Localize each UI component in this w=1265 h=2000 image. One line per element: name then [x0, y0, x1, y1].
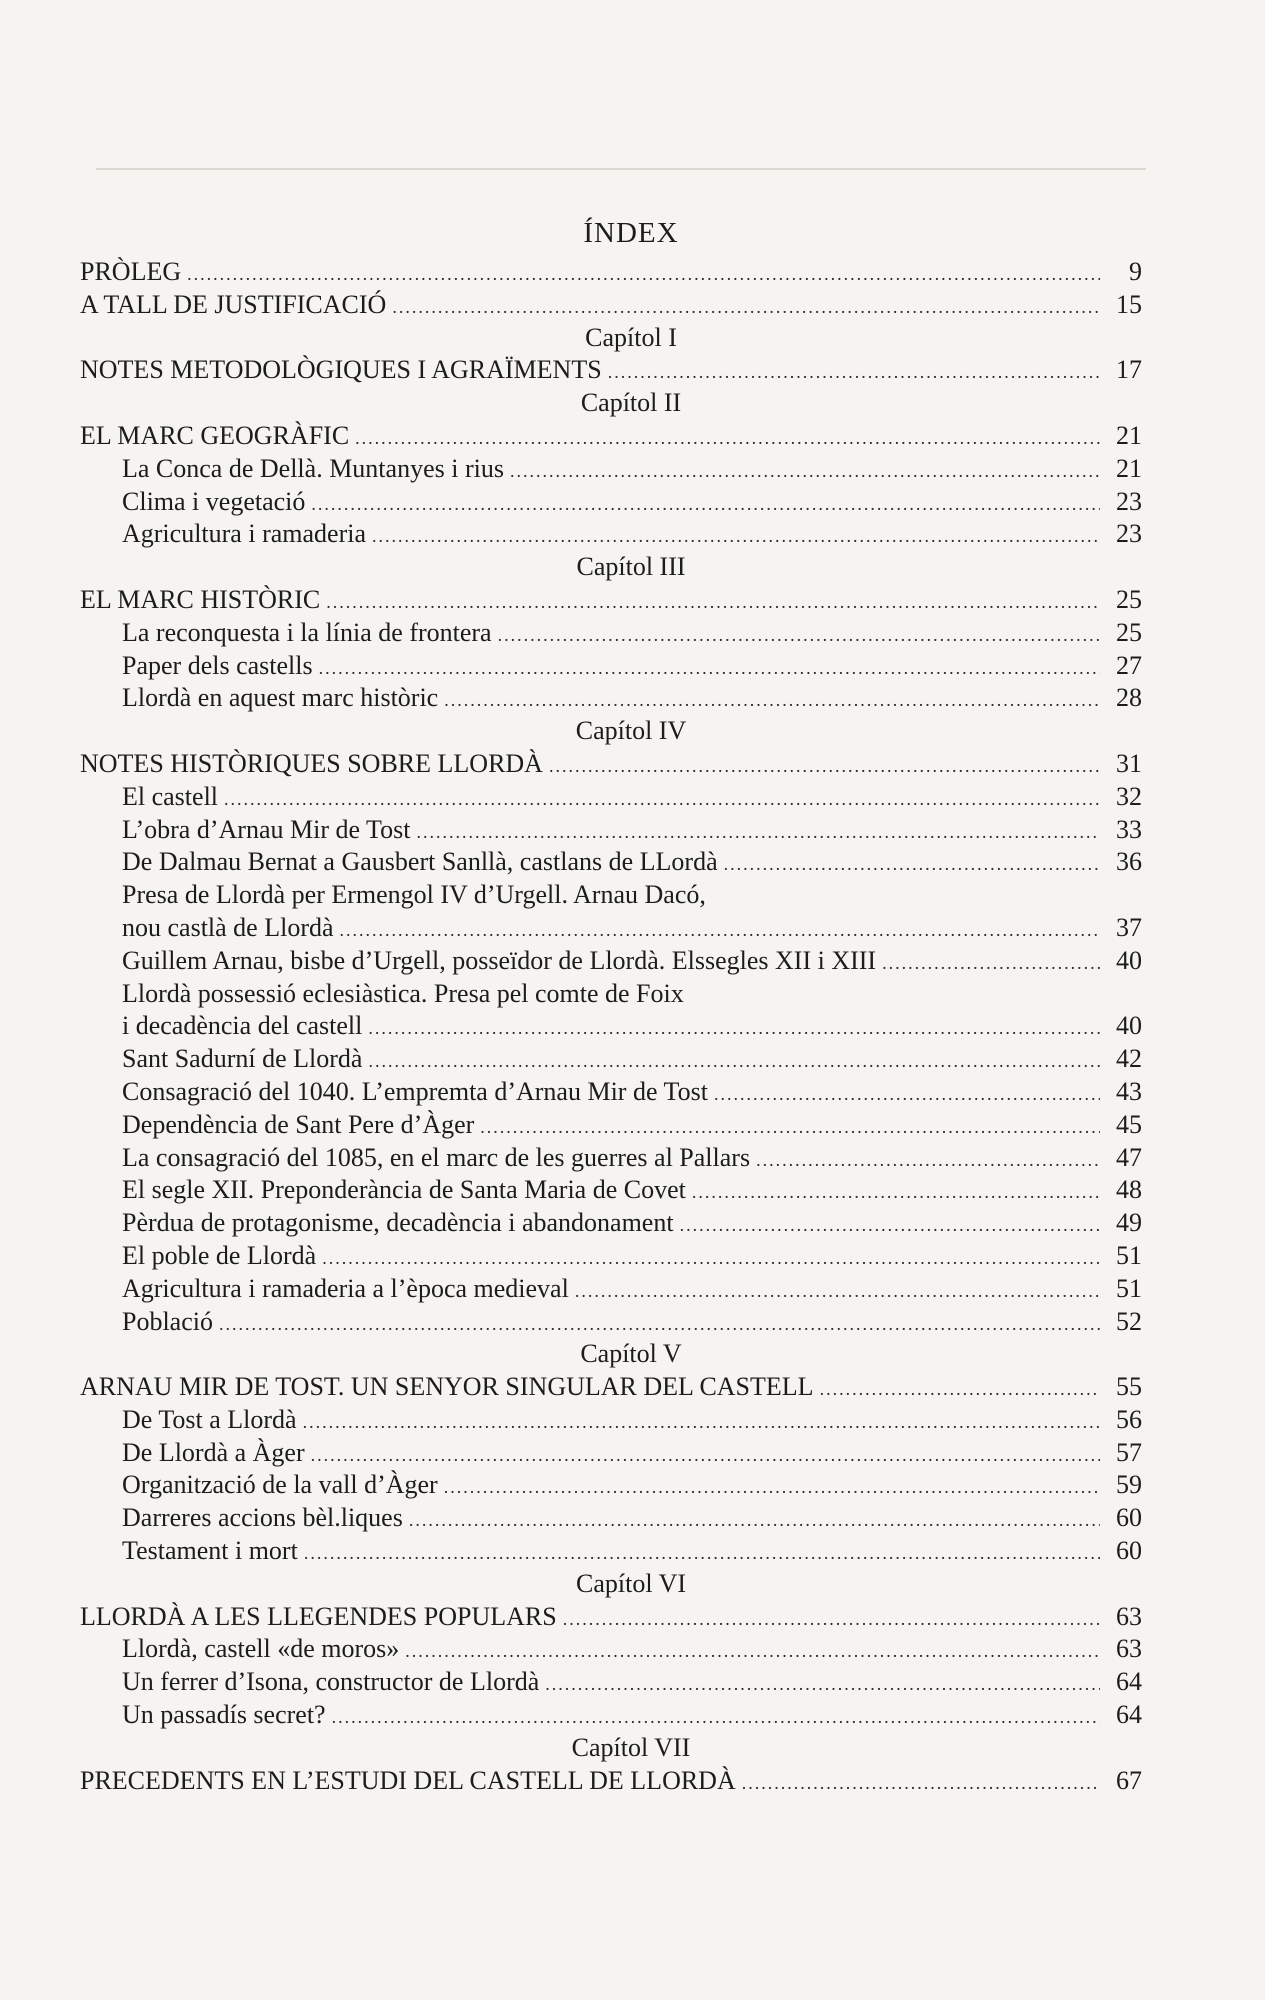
- entry-title: A TALL DE JUSTIFICACIÓ: [80, 289, 387, 319]
- entry-title: i decadència del castell: [122, 1011, 363, 1041]
- toc-subentry: [80, 486, 1142, 519]
- dot-leader: [187, 258, 1100, 291]
- page-number: 31: [1116, 748, 1142, 778]
- dot-leader: [219, 1308, 1100, 1341]
- entry-title: De Llordà a Àger: [122, 1437, 305, 1467]
- dot-leader: [575, 1275, 1100, 1308]
- dot-leader: [224, 783, 1100, 816]
- dot-leader: [680, 1209, 1100, 1242]
- entry-title: EL MARC HISTÒRIC: [80, 584, 321, 614]
- page-number: 60: [1116, 1536, 1142, 1566]
- toc-subentry: [80, 1109, 1142, 1142]
- toc-subentry: [80, 1699, 1142, 1732]
- dot-leader: [549, 750, 1100, 783]
- chapter-heading: Capítol III: [576, 552, 686, 582]
- toc-entry: [80, 584, 1142, 617]
- page-number: 60: [1116, 1503, 1142, 1533]
- toc-subentry: [80, 814, 1142, 847]
- entry-title: De Dalmau Bernat a Gausbert Sanllà, castlans de LLordà: [122, 847, 718, 877]
- dot-leader: [510, 455, 1100, 488]
- page-number: 59: [1116, 1470, 1142, 1500]
- table-of-contents: [80, 210, 1142, 1797]
- toc-subentry: [80, 1306, 1142, 1339]
- page-number: 51: [1116, 1240, 1142, 1270]
- entry-title: NOTES METODOLÒGIQUES I AGRAÏMENTS: [80, 355, 602, 385]
- entry-title: Llordà, castell «de moros»: [122, 1634, 400, 1664]
- entry-title: Presa de Llordà per Ermengol IV d’Urgell. Arnau Dacó,: [122, 880, 706, 910]
- page-number: 37: [1116, 912, 1142, 942]
- page-title: ÍNDEX: [583, 217, 679, 249]
- entry-title: nou castlà de Llordà: [122, 912, 334, 942]
- dot-leader: [444, 684, 1100, 717]
- chapter-heading: Capítol II: [580, 388, 682, 418]
- page-number: 17: [1116, 355, 1142, 385]
- toc-subentry: [80, 1273, 1142, 1306]
- toc-subentry: [80, 846, 1142, 879]
- dot-leader: [340, 914, 1100, 947]
- show-through-rule: [96, 168, 1146, 170]
- toc-subentry: [80, 1404, 1142, 1437]
- entry-title: El castell: [122, 781, 219, 811]
- entry-title: Agricultura i ramaderia: [122, 519, 366, 549]
- dot-leader: [372, 520, 1100, 553]
- toc-subentry: [80, 1502, 1142, 1535]
- chapter-heading: Capítol VI: [575, 1568, 687, 1598]
- page-number: 56: [1116, 1404, 1142, 1434]
- toc-subentry: [80, 1076, 1142, 1109]
- toc-subentry: [80, 518, 1142, 551]
- page-number: 40: [1116, 945, 1142, 975]
- page-number: 63: [1116, 1601, 1142, 1631]
- toc-subentry: [80, 1535, 1142, 1568]
- dot-leader: [392, 291, 1100, 324]
- dot-leader: [355, 422, 1100, 455]
- page-number: 55: [1116, 1372, 1142, 1402]
- entry-title: La Conca de Dellà. Muntanyes i rius: [122, 453, 504, 483]
- page-number: 23: [1116, 519, 1142, 549]
- page-number: 23: [1116, 486, 1142, 516]
- entry-title: Consagració del 1040. L’empremta d’Arnau Mir de Tost: [122, 1076, 708, 1106]
- page-number: 43: [1116, 1076, 1142, 1106]
- entry-title: Un passadís secret?: [122, 1700, 326, 1730]
- toc-subentry: [80, 617, 1142, 650]
- entry-title: Testament i mort: [122, 1536, 298, 1566]
- entry-title: Organització de la vall d’Àger: [122, 1470, 438, 1500]
- entry-title: Població: [122, 1306, 213, 1336]
- toc-subentry: [80, 650, 1142, 683]
- page-number: 47: [1116, 1142, 1142, 1172]
- page-number: 33: [1116, 814, 1142, 844]
- entry-title: Darreres accions bèl.liques: [122, 1503, 403, 1533]
- entry-title: Llordà en aquest marc històric: [122, 683, 439, 713]
- dot-leader: [882, 947, 1100, 980]
- toc-subentry: [80, 879, 1142, 912]
- toc-entry: [80, 1601, 1142, 1634]
- dot-leader: [444, 1471, 1100, 1504]
- entry-title: LLORDÀ A LES LLEGENDES POPULARS: [80, 1601, 557, 1631]
- page-number: 48: [1116, 1175, 1142, 1205]
- dot-leader: [304, 1537, 1100, 1570]
- dot-leader: [405, 1635, 1100, 1668]
- toc-subentry: [80, 781, 1142, 814]
- entry-title: De Tost a Llordà: [122, 1404, 297, 1434]
- toc-subentry: [80, 1043, 1142, 1076]
- dot-leader: [756, 1144, 1100, 1177]
- dot-leader: [409, 1504, 1100, 1537]
- toc-entry: [80, 420, 1142, 453]
- page-number: 52: [1116, 1306, 1142, 1336]
- entry-title: Llordà possessió eclesiàstica. Presa pel comte de Foix: [122, 978, 684, 1008]
- entry-title: La reconquesta i la línia de frontera: [122, 617, 492, 647]
- toc-subentry: [80, 1437, 1142, 1470]
- entry-title: Un ferrer d’Isona, constructor de Llordà: [122, 1667, 540, 1697]
- toc-entry: [80, 748, 1142, 781]
- entry-title: Guillem Arnau, bisbe d’Urgell, posseïdor de Llordà. Elssegles XII i XIII: [122, 945, 877, 975]
- page-number: 45: [1116, 1109, 1142, 1139]
- toc-subentry: [80, 912, 1142, 945]
- page-number: 32: [1116, 781, 1142, 811]
- toc-list: [80, 256, 1142, 1797]
- toc-subentry: [80, 1142, 1142, 1175]
- dot-leader: [311, 1439, 1100, 1472]
- chapter-heading: Capítol VII: [571, 1732, 691, 1762]
- toc-entry: [80, 289, 1142, 322]
- dot-leader: [563, 1603, 1100, 1636]
- dot-leader: [714, 1078, 1100, 1111]
- toc-entry: [80, 1765, 1142, 1798]
- toc-subentry: [80, 945, 1142, 978]
- toc-entry: [80, 256, 1142, 289]
- dot-leader: [692, 1176, 1100, 1209]
- entry-title: L’obra d’Arnau Mir de Tost: [122, 814, 411, 844]
- toc-entry: [80, 1371, 1142, 1404]
- toc-entry: [80, 354, 1142, 387]
- page-number: 36: [1116, 847, 1142, 877]
- entry-title: PRECEDENTS EN L’ESTUDI DEL CASTELL DE LLORDÀ: [80, 1765, 736, 1795]
- page-number: 25: [1116, 617, 1142, 647]
- dot-leader: [724, 848, 1100, 881]
- dot-leader: [326, 586, 1100, 619]
- dot-leader: [368, 1012, 1100, 1045]
- dot-leader: [416, 816, 1100, 849]
- entry-title: Pèrdua de protagonisme, decadència i abandonament: [122, 1208, 674, 1238]
- entry-title: ARNAU MIR DE TOST. UN SENYOR SINGULAR DEL CASTELL: [80, 1372, 814, 1402]
- dot-leader: [311, 488, 1100, 521]
- dot-leader: [319, 652, 1100, 685]
- entry-title: PRÒLEG: [80, 257, 182, 286]
- page-number: 67: [1116, 1765, 1142, 1795]
- dot-leader: [332, 1701, 1100, 1734]
- page-number: 21: [1116, 453, 1142, 483]
- entry-title: El segle XII. Preponderància de Santa Maria de Covet: [122, 1175, 686, 1205]
- toc-subentry: [80, 978, 1142, 1011]
- entry-title: El poble de Llordà: [122, 1240, 317, 1270]
- chapter-heading: Capítol V: [580, 1339, 682, 1369]
- page-number: 51: [1116, 1273, 1142, 1303]
- page-number: 42: [1116, 1044, 1142, 1074]
- chapter-heading: Capítol IV: [575, 716, 687, 746]
- toc-subentry: [80, 1633, 1142, 1666]
- dot-leader: [303, 1406, 1100, 1439]
- toc-subentry: [80, 1469, 1142, 1502]
- dot-leader: [322, 1242, 1100, 1275]
- entry-title: Clima i vegetació: [122, 486, 306, 516]
- toc-subentry: [80, 682, 1142, 715]
- page-number: 64: [1116, 1667, 1142, 1697]
- dot-leader: [498, 619, 1100, 652]
- entry-title: EL MARC GEOGRÀFIC: [80, 420, 350, 450]
- page-number: 9: [1129, 257, 1142, 286]
- dot-leader: [820, 1373, 1100, 1406]
- toc-subentry: [80, 453, 1142, 486]
- page-number: 40: [1116, 1011, 1142, 1041]
- entry-title: NOTES HISTÒRIQUES SOBRE LLORDÀ: [80, 748, 543, 778]
- page-number: 27: [1116, 650, 1142, 680]
- toc-subentry: [80, 1174, 1142, 1207]
- entry-title: Sant Sadurní de Llordà: [122, 1044, 363, 1074]
- dot-leader: [742, 1767, 1100, 1800]
- page-number: 15: [1116, 289, 1142, 319]
- page-number: 21: [1116, 420, 1142, 450]
- toc-subentry: [80, 1240, 1142, 1273]
- dot-leader: [545, 1668, 1100, 1701]
- entry-title: Paper dels castells: [122, 650, 313, 680]
- page-number: 28: [1116, 683, 1142, 713]
- page-number: 25: [1116, 584, 1142, 614]
- entry-title: La consagració del 1085, en el marc de les guerres al Pallars: [122, 1142, 751, 1172]
- toc-subentry: [80, 1207, 1142, 1240]
- dot-leader: [368, 1045, 1100, 1078]
- entry-title: Dependència de Sant Pere d’Àger: [122, 1109, 475, 1139]
- toc-subentry: [80, 1666, 1142, 1699]
- entry-title: Agricultura i ramaderia a l’època medieval: [122, 1273, 569, 1303]
- page-number: 64: [1116, 1700, 1142, 1730]
- chapter-heading: Capítol I: [585, 322, 677, 352]
- page-number: 49: [1116, 1208, 1142, 1238]
- page-number: 57: [1116, 1437, 1142, 1467]
- page-number: 63: [1116, 1634, 1142, 1664]
- dot-leader: [480, 1111, 1100, 1144]
- toc-subentry: [80, 1010, 1142, 1043]
- dot-leader: [608, 356, 1100, 389]
